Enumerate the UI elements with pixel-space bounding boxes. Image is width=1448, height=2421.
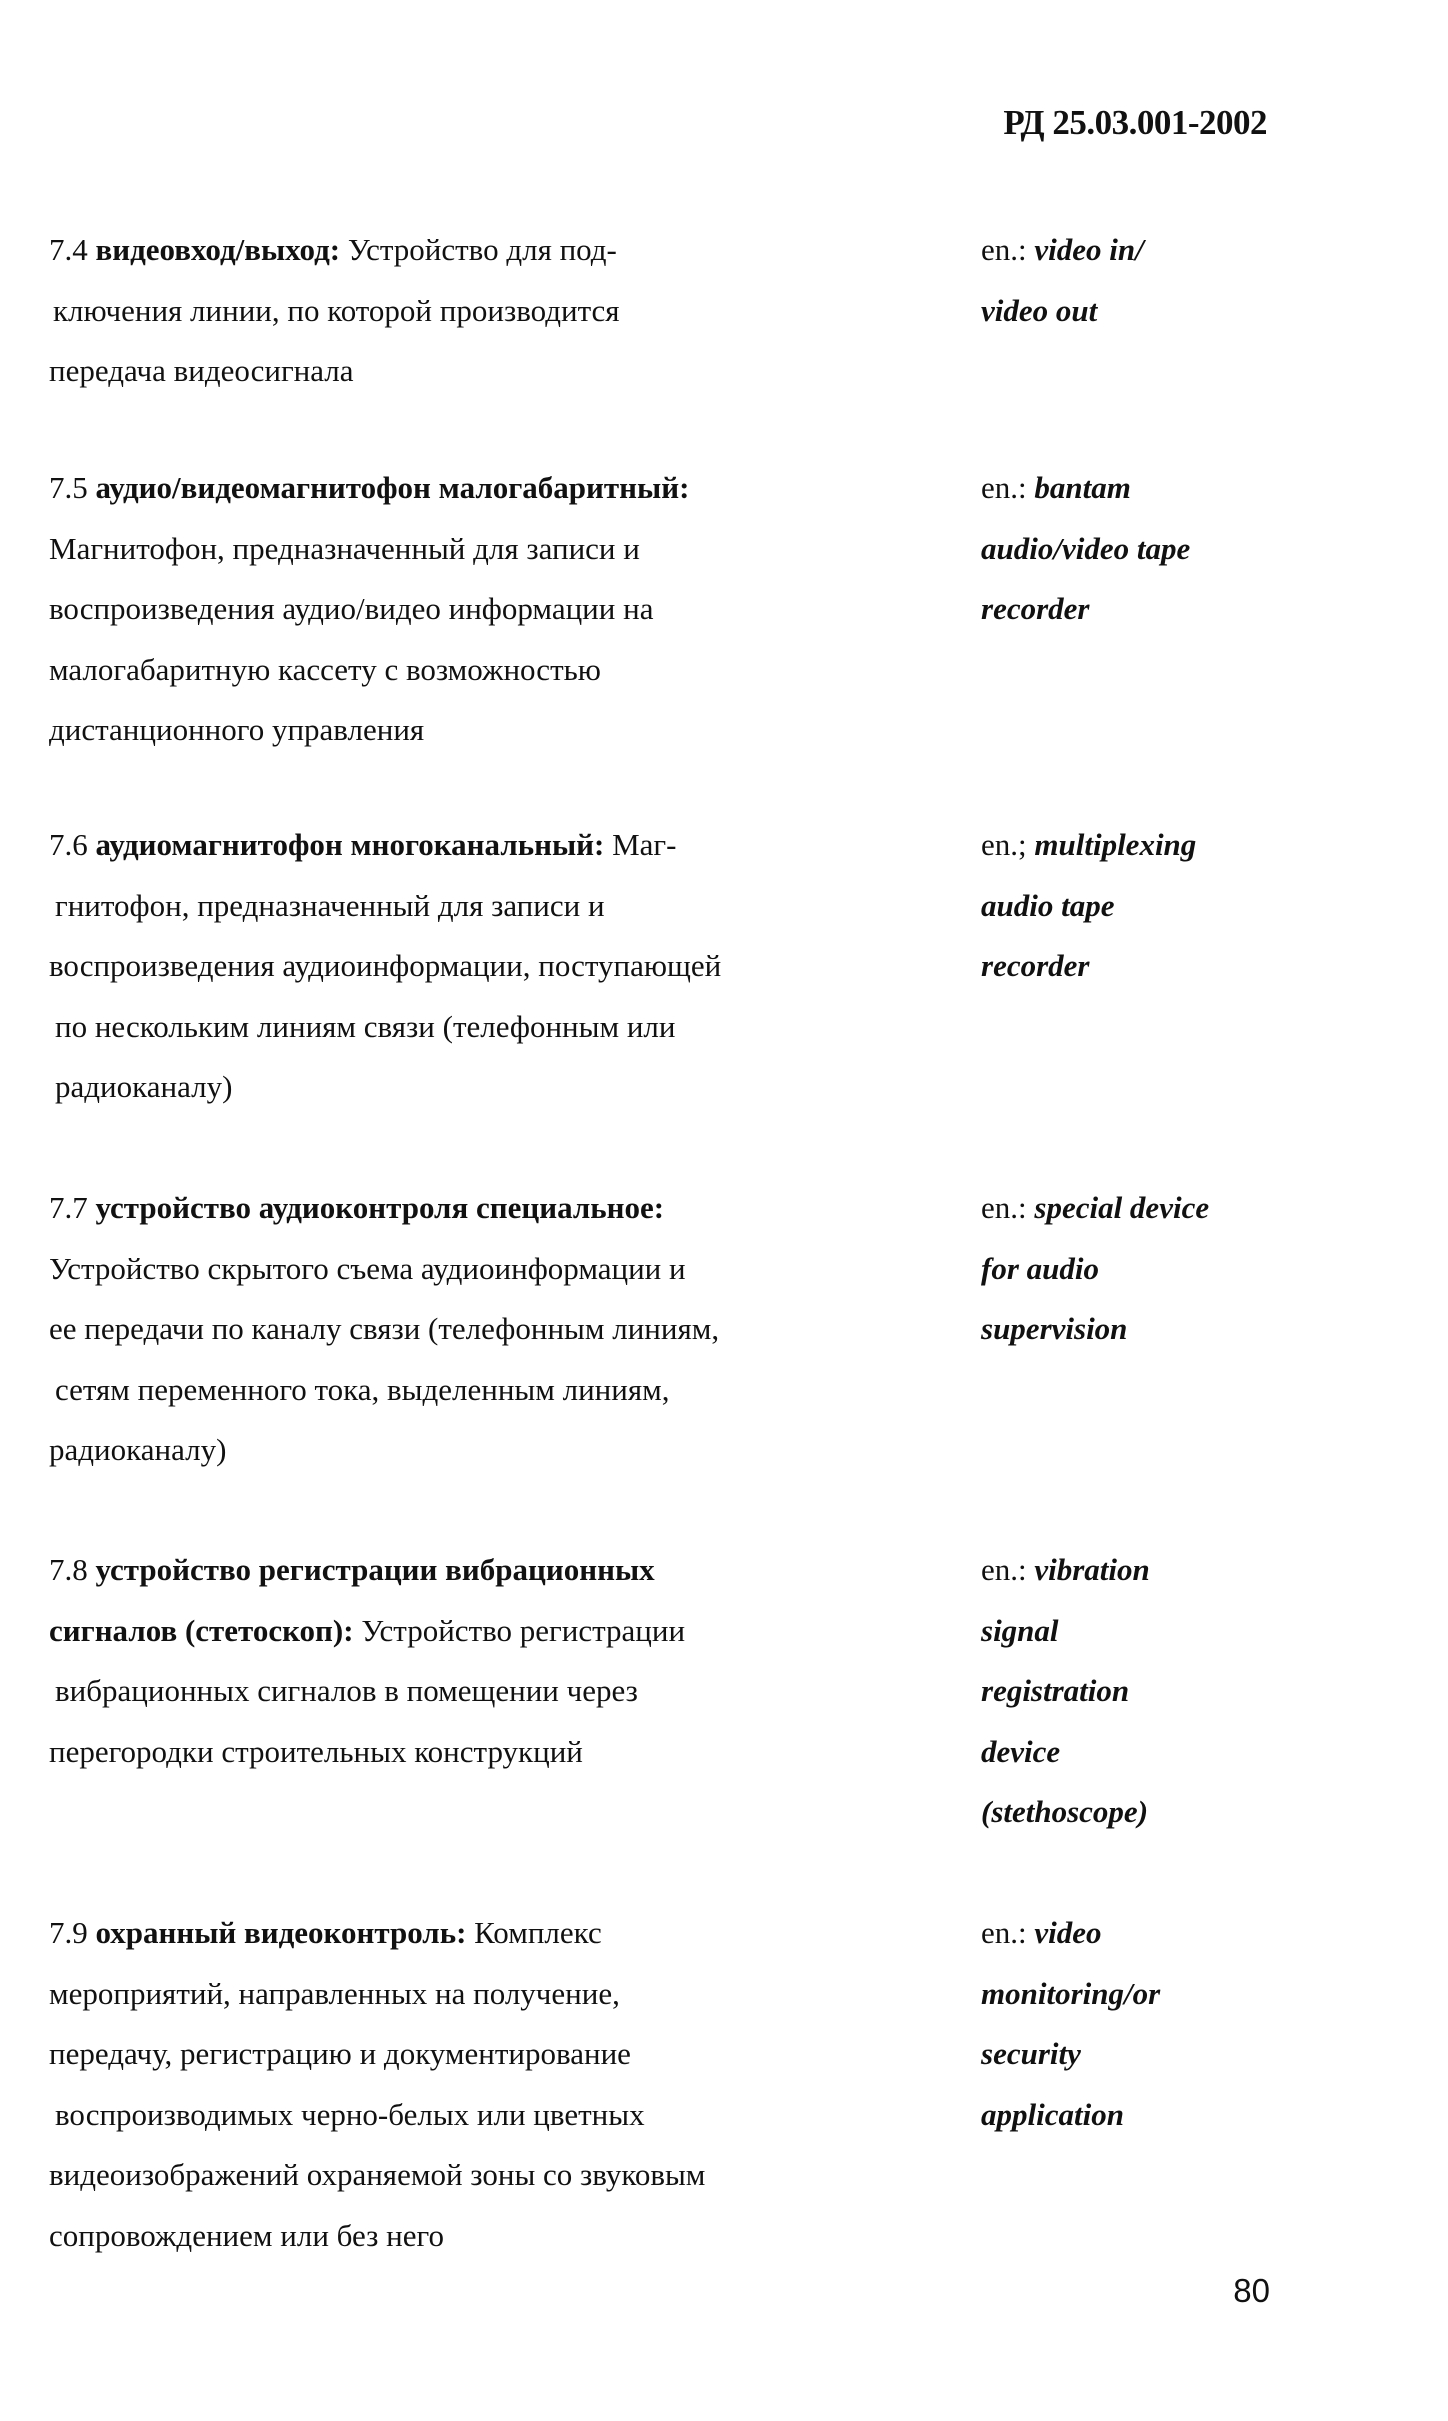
english-equivalent: [981, 1178, 1341, 1360]
term-number: 7.5: [49, 470, 88, 505]
definition-line: передачу, регистрацию и документирование: [49, 2036, 631, 2071]
en-term: special device: [1026, 1190, 1210, 1225]
definition-line: видеоизображений охраняемой зоны со звуковым: [49, 2157, 706, 2192]
term-number: 7.8: [49, 1552, 88, 1587]
definition-line: Комплекс: [466, 1915, 602, 1950]
en-prefix: en.:: [981, 232, 1027, 267]
definition-line: вибрационных сигналов в помещении через: [55, 1673, 638, 1708]
definition-line: ключения линии, по которой производится: [53, 292, 620, 328]
en-term: video in/: [1026, 232, 1144, 267]
en-prefix: en.;: [981, 827, 1027, 862]
en-prefix: en.:: [981, 1552, 1027, 1587]
document-code: РД 25.03.001-2002: [1003, 103, 1267, 142]
term-definition: [49, 1540, 829, 1782]
term-name: аудио/видеомагнитофон малогабаритный:: [95, 470, 690, 505]
term-name: аудиомагнитофон многоканальный:: [95, 827, 605, 862]
page-number: 80: [1233, 2272, 1270, 2309]
english-equivalent: [981, 458, 1341, 640]
term-number: 7.9: [49, 1915, 88, 1950]
english-equivalent: [981, 220, 1341, 341]
definition-line: воспроизведения аудио/видео информации на: [49, 591, 654, 626]
definition-line: радиоканалу): [55, 1069, 233, 1104]
english-equivalent: [981, 1903, 1341, 2145]
definition-line: Устройство для под-: [340, 232, 617, 267]
definition-line: радиоканалу): [49, 1432, 227, 1467]
definition-line: по нескольким линиям связи (телефонным или: [55, 1008, 676, 1044]
definition-line: перегородки строительных конструкций: [49, 1733, 583, 1769]
term-name: устройство аудиоконтроля специальное:: [95, 1190, 665, 1225]
definition-line: сопровождением или без него: [49, 2217, 444, 2253]
definition-line: воспроизведения аудиоинформации, поступающей: [49, 948, 722, 983]
term-name: охранный видеоконтроль:: [95, 1915, 467, 1950]
term-name-continued: сигналов (стетоскоп):: [49, 1612, 354, 1648]
en-term: bantam: [1026, 470, 1131, 505]
en-prefix: en.:: [981, 1190, 1027, 1225]
en-term: (stethoscope): [981, 1794, 1149, 1829]
term-definition: [49, 1903, 829, 2266]
term-name: устройство регистрации вибрационных: [95, 1552, 655, 1587]
en-term: audio/video tape: [981, 530, 1191, 566]
en-term: multiplexing: [1026, 827, 1197, 862]
term-name: видеовход/выход:: [95, 232, 341, 267]
en-prefix: en.:: [981, 1915, 1027, 1950]
term-number: 7.6: [49, 827, 88, 862]
definition-line: дистанционного управления: [49, 712, 425, 747]
en-term: application: [981, 2096, 1124, 2132]
definition-line: сетям переменного тока, выделенным линиям,: [55, 1371, 670, 1407]
term-definition: [49, 815, 829, 1118]
en-term: audio tape: [981, 887, 1115, 923]
en-term: video out: [981, 292, 1098, 328]
definition-line: Маг-: [604, 827, 677, 862]
definition-line: Устройство регистрации: [353, 1612, 686, 1648]
definition-line: Магнитофон, предназначенный для записи и: [49, 530, 640, 566]
en-term: security: [981, 2036, 1081, 2071]
en-term: device: [981, 1733, 1061, 1769]
definition-line: ее передачи по каналу связи (телефонным линиям,: [49, 1311, 720, 1346]
definition-line: передача видеосигнала: [49, 353, 354, 388]
definition-line: Устройство скрытого съема аудиоинформации и: [49, 1250, 686, 1286]
en-prefix: en.:: [981, 470, 1027, 505]
en-term: for audio: [981, 1250, 1099, 1286]
en-term: signal: [981, 1612, 1059, 1648]
english-equivalent: [981, 1540, 1341, 1843]
definition-line: гнитофон, предназначенный для записи и: [55, 887, 605, 923]
term-definition: [49, 220, 829, 402]
en-term: recorder: [981, 948, 1090, 983]
en-term: supervision: [981, 1311, 1128, 1346]
en-term: monitoring/or: [981, 1975, 1161, 2011]
english-equivalent: [981, 815, 1341, 997]
term-definition: [49, 1178, 829, 1481]
en-term: video: [1026, 1915, 1102, 1950]
en-term: recorder: [981, 591, 1090, 626]
definition-line: мероприятий, направленных на получение,: [49, 1975, 620, 2011]
en-term: vibration: [1026, 1552, 1150, 1587]
en-term: registration: [981, 1673, 1130, 1708]
term-definition: [49, 458, 829, 761]
term-number: 7.7: [49, 1190, 88, 1225]
definition-line: воспроизводимых черно-белых или цветных: [55, 2096, 645, 2132]
term-number: 7.4: [49, 232, 88, 267]
definition-line: малогабаритную кассету с возможностью: [49, 651, 601, 687]
